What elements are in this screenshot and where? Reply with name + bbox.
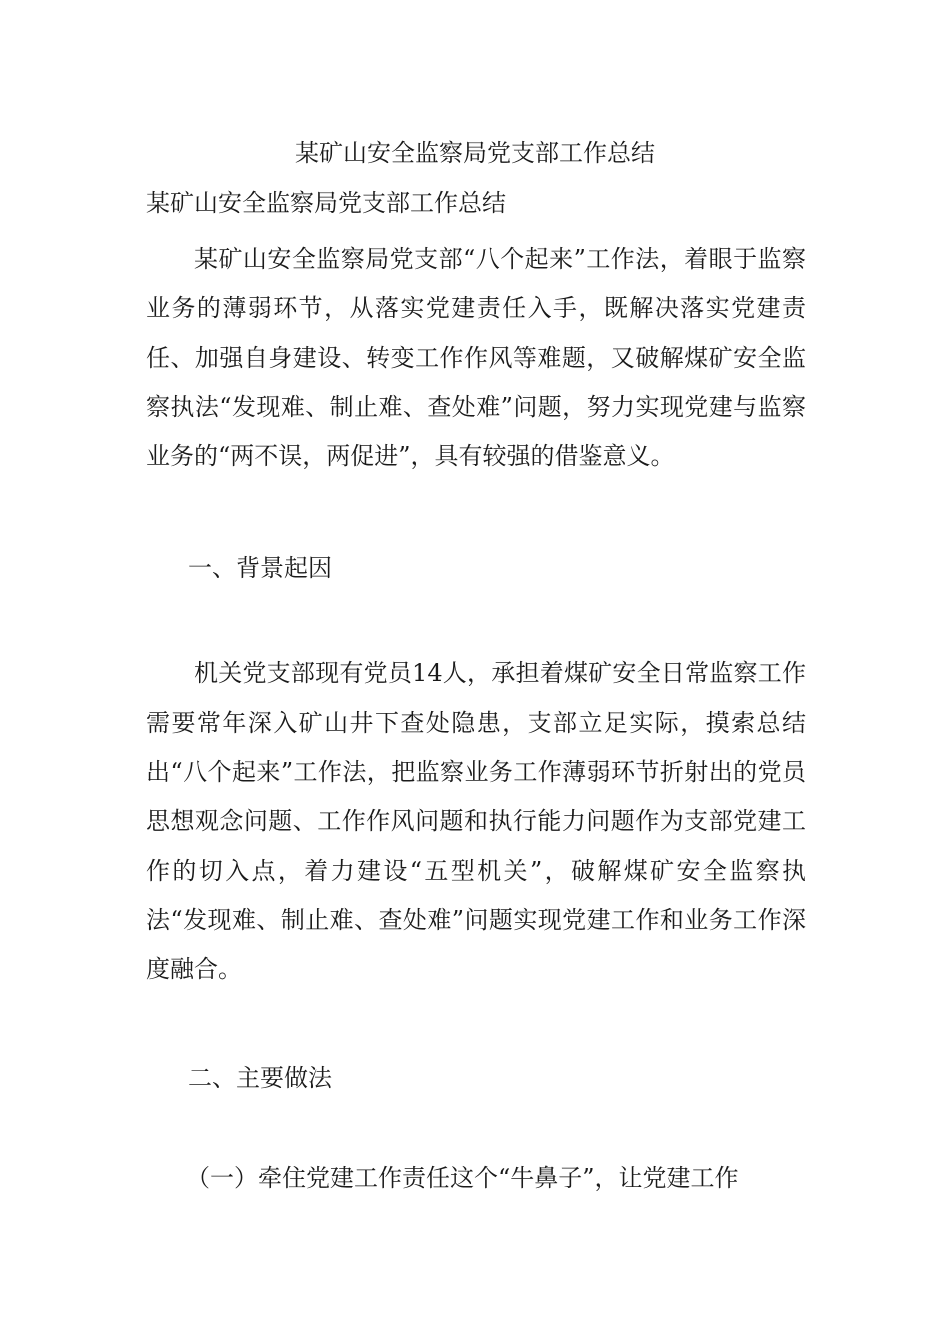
background-paragraph: 机关党支部现有党员14人，承担着煤矿安全日常监察工作需要常年深入矿山井下查处隐患，支部立足实际，摸索总结出“八个起来”工作法，把监察业务工作薄弱环节折射出的党员思想观念问题、工作作风问题和执行能力问题作为支部党建工作的切入点，着力建设“五型机关”，破解煤矿安全监察执法“发现难、制止难、查处难”问题实现党建工作和业务工作深度融合。 [146,659,806,984]
sub-heading-1: （一）牵住党建工作责任这个“牛鼻子”，让党建工作 [186,1163,739,1192]
document-body [146,186,806,1195]
section-heading-background: 一、背景起因 [188,554,332,583]
document-title: 某矿山安全监察局党支部工作总结 [295,139,655,167]
intro-paragraph: 某矿山安全监察局党支部“八个起来”工作法，着眼于监察业务的薄弱环节，从落实党建责任入手，既解决落实党建责任、加强自身建设、转变工作作风等难题，又破解煤矿安全监察执法“发现难、制止难、查处难”问题，努力实现党建与监察业务的“两不误，两促进”，具有较强的借鉴意义。 [146,245,806,471]
section-heading-main-practices: 二、主要做法 [188,1063,332,1092]
document-subtitle: 某矿山安全监察局党支部工作总结 [146,189,506,217]
